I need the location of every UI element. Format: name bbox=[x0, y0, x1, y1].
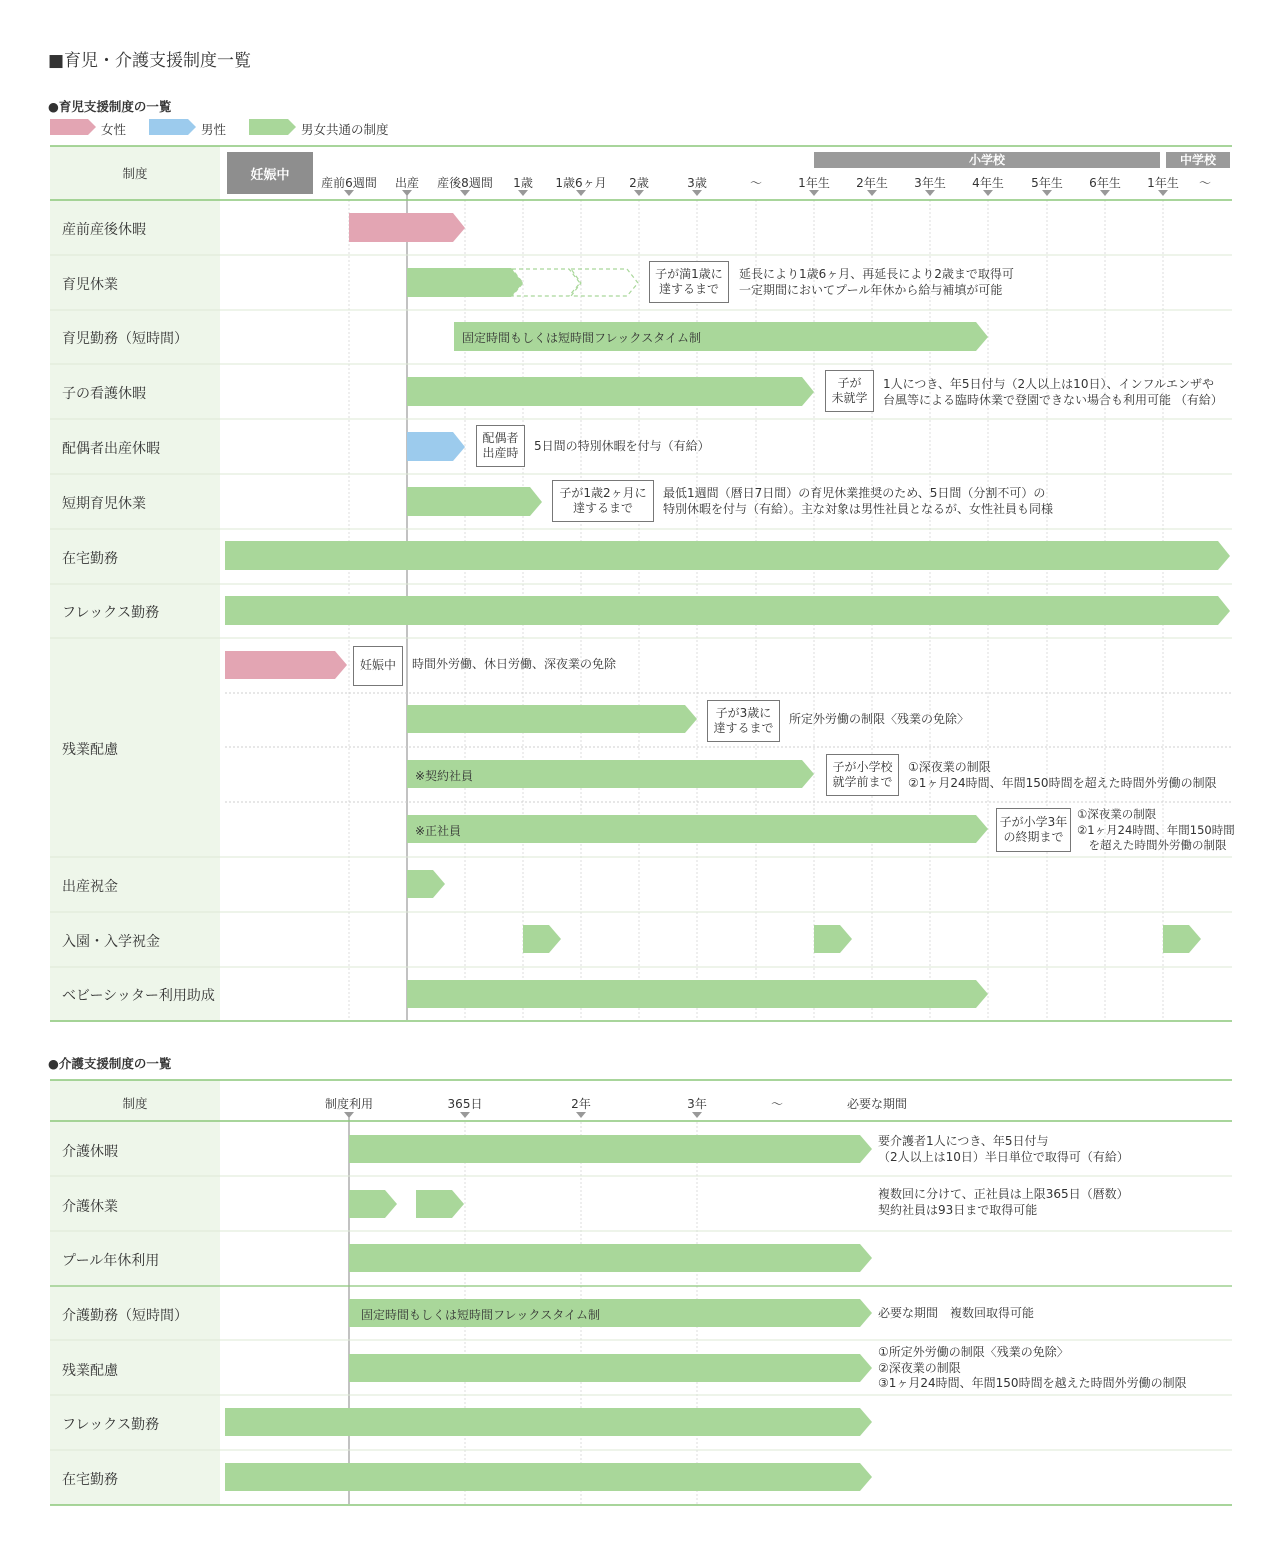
timeline-tick: 5年生 bbox=[1031, 176, 1063, 190]
row-label: 介護勤務（短時間） bbox=[62, 1308, 188, 1324]
condition-box: 妊娠中 bbox=[353, 646, 403, 686]
timeline-tick: 2歳 bbox=[629, 176, 649, 190]
row-label: 介護休暇 bbox=[62, 1144, 118, 1160]
bar-nursing-leave bbox=[349, 1135, 872, 1163]
bar-text: 固定時間もしくは短時間フレックスタイム制 bbox=[462, 331, 702, 345]
row-label: 残業配慮 bbox=[62, 742, 118, 758]
bar-childcare-leave bbox=[407, 268, 523, 297]
timeline-tick: 2年生 bbox=[856, 176, 888, 190]
bar-nursing-flex bbox=[225, 1408, 872, 1436]
timeline-tick: ～ bbox=[749, 176, 763, 190]
nursing-section-title: ●介護支援制度の一覧 bbox=[48, 1056, 172, 1071]
childcare-section-title: ●育児支援制度の一覧 bbox=[48, 99, 172, 114]
row-note: 1人につき、年5日付与（2人以上は10日）、インフルエンザや 台風等による臨時休業で登園できない場合も利用可能 （有給） bbox=[883, 377, 1223, 407]
timeline-tick: 1歳6ヶ月 bbox=[555, 176, 607, 190]
timeline-tick: ～ bbox=[1198, 176, 1212, 190]
row-label: 残業配慮 bbox=[62, 1363, 118, 1379]
legend-male-swatch bbox=[149, 119, 196, 135]
pregnancy-header: 妊娠中 bbox=[227, 152, 313, 194]
bar-overtime-regular bbox=[407, 815, 988, 843]
row-label: 在宅勤務 bbox=[62, 551, 118, 567]
row-label: 育児勤務（短時間） bbox=[62, 331, 188, 347]
bar-short-childcare bbox=[407, 487, 542, 516]
nursing-timeline-tick: ～ bbox=[770, 1097, 784, 1111]
nursing-header-label: 制度 bbox=[122, 1096, 148, 1111]
bar-pool-leave bbox=[349, 1244, 872, 1272]
row-note: 必要な期間 複数回取得可能 bbox=[878, 1306, 1035, 1320]
legend-common-swatch bbox=[249, 119, 296, 135]
row-note: 所定外労働の制限〈残業の免除〉 bbox=[789, 712, 970, 726]
bar-school-gift-3 bbox=[1163, 925, 1201, 953]
condition-box: 子が 未就学 bbox=[825, 370, 874, 412]
bar-school-gift-2 bbox=[814, 925, 852, 953]
row-label: 入園・入学祝金 bbox=[62, 934, 160, 950]
timeline-tick: 1歳 bbox=[513, 176, 533, 190]
row-label: プール年休利用 bbox=[62, 1253, 160, 1269]
timeline-tick: 1年生 bbox=[798, 176, 830, 190]
row-note: 時間外労働、休日労働、深夜業の免除 bbox=[412, 657, 617, 671]
row-label: 産前産後休暇 bbox=[62, 222, 146, 238]
row-note: 最低1週間（暦日7日間）の育児休業推奨のため、5日間（分割不可）の 特別休暇を付与（有給）。主な対象は男性社員となるが、女性社員も同様 bbox=[663, 486, 1054, 516]
nursing-tick-markers bbox=[344, 1112, 702, 1118]
bar-text: 固定時間もしくは短時間フレックスタイム制 bbox=[361, 1308, 601, 1322]
bar-nursing-telework bbox=[225, 1463, 872, 1491]
row-label: 短期育児休業 bbox=[62, 496, 146, 512]
timeline-tick: 4年生 bbox=[972, 176, 1004, 190]
bar-nursing-absence-1 bbox=[349, 1190, 397, 1218]
legend-common-label: 男女共通の制度 bbox=[301, 122, 389, 137]
row-label: 介護休業 bbox=[62, 1199, 118, 1215]
bar-flex bbox=[225, 596, 1230, 625]
bar-telework bbox=[225, 541, 1230, 570]
row-note: ①所定外労働の制限〈残業の免除〉 ②深夜業の制限 ③1ヶ月24時間、年間150時間を越えた時間外労働の制限 bbox=[878, 1345, 1187, 1390]
row-label: 子の看護休暇 bbox=[62, 386, 146, 402]
condition-box: 子が小学3年 の終期まで bbox=[996, 808, 1071, 852]
condition-box: 配偶者 出産時 bbox=[476, 425, 525, 467]
row-label: ベビーシッター利用助成 bbox=[62, 988, 215, 1004]
bar-nursing-overtime bbox=[349, 1354, 872, 1382]
row-note: ①深夜業の制限 ②1ヶ月24時間、年間150時間 を超えた時間外労働の制限 bbox=[1077, 807, 1235, 852]
timeline-tick: 6年生 bbox=[1089, 176, 1121, 190]
timeline-tick: 出産 bbox=[394, 176, 420, 190]
legend-female-swatch bbox=[50, 119, 96, 135]
legend-female-label: 女性 bbox=[101, 122, 127, 137]
row-note: 延長により1歳6ヶ月、再延長により2歳まで取得可 一定期間においてプール年休から給与補填が可能 bbox=[739, 267, 1014, 297]
row-label: 配偶者出産休暇 bbox=[62, 441, 160, 457]
bar-maternity-leave bbox=[349, 213, 465, 242]
row-label: フレックス勤務 bbox=[62, 605, 160, 621]
nursing-timeline-tick: 3年 bbox=[687, 1097, 707, 1111]
timeline-tick: 3年生 bbox=[914, 176, 946, 190]
bar-school-gift-1 bbox=[523, 925, 561, 953]
nursing-timeline-tick: 2年 bbox=[571, 1097, 591, 1111]
row-label: 在宅勤務 bbox=[62, 1472, 118, 1488]
bar-overtime-3yrs bbox=[407, 705, 697, 733]
condition-box: 子が満1歳に 達するまで bbox=[649, 261, 729, 303]
bar-overtime-pregnant bbox=[225, 651, 347, 679]
junior-high-header: 中学校 bbox=[1166, 152, 1230, 168]
nursing-timeline-tick: 365日 bbox=[447, 1097, 483, 1111]
row-note: 複数回に分けて、正社員は上限365日（暦数） 契約社員は93日まで取得可能 bbox=[878, 1187, 1129, 1217]
timeline-tick: 産前6週間 bbox=[321, 176, 377, 190]
condition-box: 子が小学校 就学前まで bbox=[826, 754, 899, 796]
nursing-timeline-tick: 制度利用 bbox=[324, 1097, 374, 1111]
timeline-tick: 産後8週間 bbox=[437, 176, 493, 190]
row-note: 要介護者1人につき、年5日付与 （2人以上は10日）半日単位で取得可（有給） bbox=[878, 1134, 1129, 1164]
page-title: ■育児・介護支援制度一覧 bbox=[48, 51, 252, 71]
elementary-school-header: 小学校 bbox=[814, 152, 1160, 168]
timeline-tick: 1年生 bbox=[1147, 176, 1179, 190]
nursing-timeline-tick: 必要な期間 bbox=[846, 1097, 908, 1111]
row-label: 育児休業 bbox=[62, 277, 118, 293]
row-label: 出産祝金 bbox=[62, 879, 118, 895]
row-note: 5日間の特別休暇を付与（有給） bbox=[534, 439, 710, 453]
bar-text: ※正社員 bbox=[415, 824, 462, 838]
condition-box: 子が1歳2ヶ月に 達するまで bbox=[552, 480, 654, 522]
row-label: フレックス勤務 bbox=[62, 1417, 160, 1433]
condition-box: 子が3歳に 達するまで bbox=[707, 700, 780, 742]
bar-babysitter bbox=[407, 980, 988, 1008]
bar-nursing-absence-2 bbox=[416, 1190, 464, 1218]
bar-spouse-birth bbox=[407, 432, 465, 461]
row-note: ①深夜業の制限 ②1ヶ月24時間、年間150時間を超えた時間外労働の制限 bbox=[908, 760, 1217, 790]
bar-birth-gift bbox=[407, 870, 445, 898]
childcare-header-label: 制度 bbox=[122, 166, 148, 181]
bar-text: ※契約社員 bbox=[415, 769, 474, 783]
legend-male-label: 男性 bbox=[201, 122, 227, 137]
bar-child-nursing bbox=[407, 377, 814, 406]
timeline-tick: 3歳 bbox=[687, 176, 707, 190]
